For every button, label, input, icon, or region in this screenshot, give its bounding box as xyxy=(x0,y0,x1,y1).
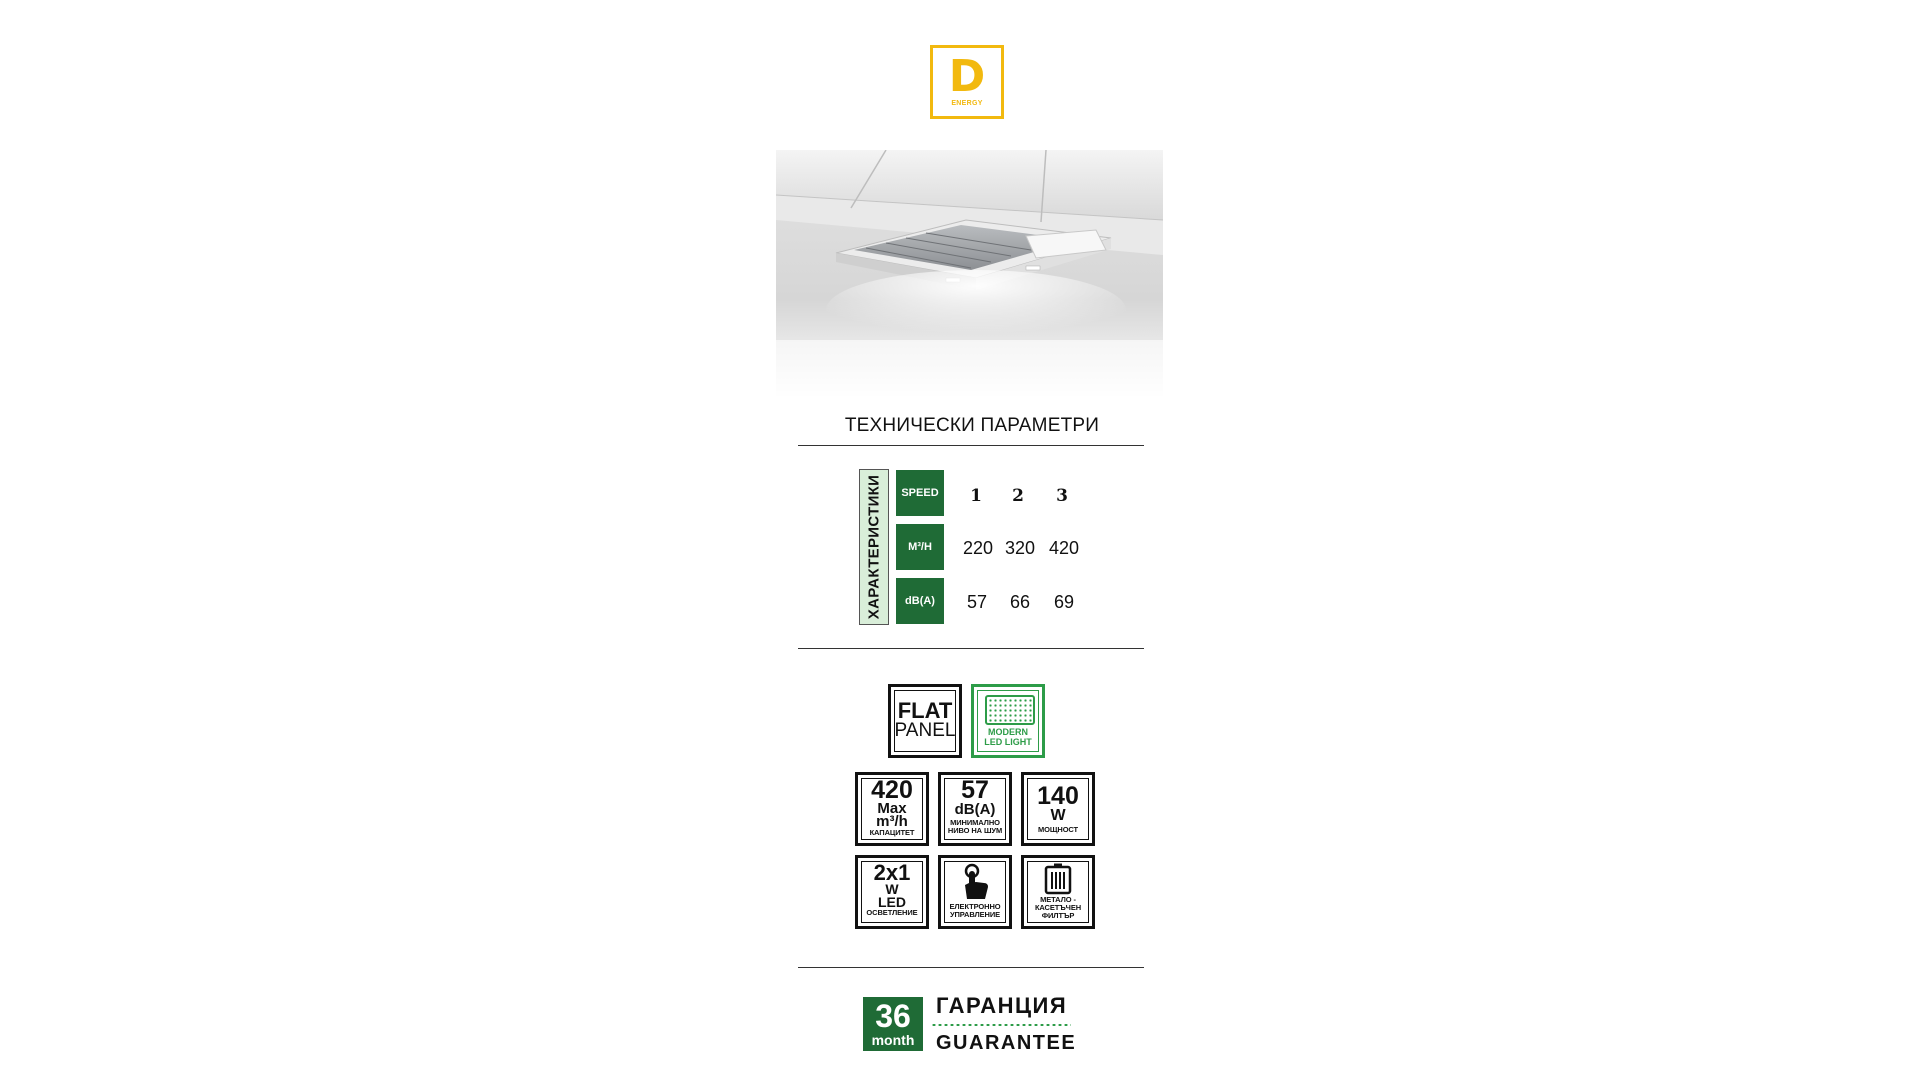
led-panel-icon xyxy=(985,695,1035,725)
modern-led-feature xyxy=(971,684,1045,758)
guarantee-title-en: GUARANTEE xyxy=(936,1032,1077,1054)
feature-inner-border xyxy=(861,861,923,923)
control-caption-2: УПРАВЛЕНИЕ xyxy=(949,910,1001,919)
power-feature xyxy=(1021,772,1095,846)
spec-row-noise-label: dB(A) xyxy=(896,578,944,624)
section-title: ТЕХНИЧЕСКИ ПАРАМЕТРИ xyxy=(844,415,1100,436)
airflow-value-3: 420 xyxy=(1048,538,1080,558)
modern-led-line2: LED LIGHT xyxy=(984,737,1032,747)
noise-value-2: 66 xyxy=(1009,592,1031,612)
flat-panel-line2: PANEL xyxy=(894,720,956,741)
modern-led-line1: MODERN xyxy=(988,727,1028,737)
spec-row-airflow-label: M³/H xyxy=(896,524,944,570)
noise-caption-2: НИВО НА ШУМ xyxy=(947,826,1003,835)
guarantee-unit: month xyxy=(871,1032,915,1048)
feature-inner-border xyxy=(944,778,1006,840)
product-photo xyxy=(776,150,1163,400)
noise-value: 57 xyxy=(961,776,989,804)
flat-panel-line1: FLAT xyxy=(897,698,953,723)
power-unit: W xyxy=(1050,807,1066,824)
divider-top xyxy=(798,445,1144,446)
electronic-control-feature xyxy=(938,855,1012,929)
noise-unit: dB(A) xyxy=(954,801,996,818)
control-caption-1: ЕЛЕКТРОННО xyxy=(949,902,1001,911)
guarantee-title-bg: ГАРАНЦИЯ xyxy=(936,993,1068,1018)
speed-value-1: 1 xyxy=(970,486,982,506)
filter-caption-2: КАСЕТЪЧЕН xyxy=(1034,903,1082,912)
feature-inner-border xyxy=(944,861,1006,923)
filter-feature xyxy=(1021,855,1095,929)
feature-inner-border xyxy=(1027,861,1089,923)
filter-caption-1: МЕТАЛО - xyxy=(1040,895,1076,904)
feature-inner-border xyxy=(1027,778,1089,840)
filter-caption-3: ФИЛТЪР xyxy=(1041,911,1075,920)
guarantee-number: 36 xyxy=(875,998,911,1034)
capacity-feature xyxy=(855,772,929,846)
capacity-unit1: Max xyxy=(877,800,907,817)
led-unit1: W xyxy=(885,881,899,897)
noise-value-1: 57 xyxy=(966,592,988,612)
specs-vertical-label xyxy=(859,469,889,625)
speed-value-3: 3 xyxy=(1056,486,1068,506)
noise-feature xyxy=(938,772,1012,846)
range-hood-illustration xyxy=(776,150,1163,400)
energy-label: ENERGY xyxy=(951,100,983,107)
guarantee-dotted-divider xyxy=(931,1023,1071,1027)
noise-value-3: 69 xyxy=(1053,592,1075,612)
led-lighting-feature xyxy=(855,855,929,929)
power-value: 140 xyxy=(1037,782,1079,810)
specs-vertical-label-text: ХАРАКТЕРИСТИКИ xyxy=(865,474,883,620)
feature-inner-border xyxy=(894,690,956,752)
capacity-value: 420 xyxy=(871,776,913,804)
feature-inner-border xyxy=(861,778,923,840)
airflow-value-2: 320 xyxy=(1004,538,1036,558)
divider-bottom xyxy=(798,967,1144,968)
capacity-caption: КАПАЦИТЕТ xyxy=(869,828,915,837)
divider-middle xyxy=(798,648,1144,649)
speed-value-2: 2 xyxy=(1012,486,1024,506)
led-value: 2x1 xyxy=(873,860,911,885)
guarantee-badge xyxy=(863,997,923,1051)
spec-row-speed-label: SPEED xyxy=(896,470,944,516)
led-caption: ОСВЕТЛЕНИЕ xyxy=(866,908,918,917)
led-unit2: LED xyxy=(878,894,906,910)
airflow-value-1: 220 xyxy=(962,538,994,558)
noise-caption-1: МИНИМАЛНО xyxy=(950,818,1000,827)
power-caption: МОЩНОСТ xyxy=(1037,825,1079,834)
energy-class-letter: D xyxy=(948,51,986,102)
energy-class-badge xyxy=(930,45,1004,119)
capacity-unit2: m³/h xyxy=(876,813,908,830)
flat-panel-feature xyxy=(888,684,962,758)
